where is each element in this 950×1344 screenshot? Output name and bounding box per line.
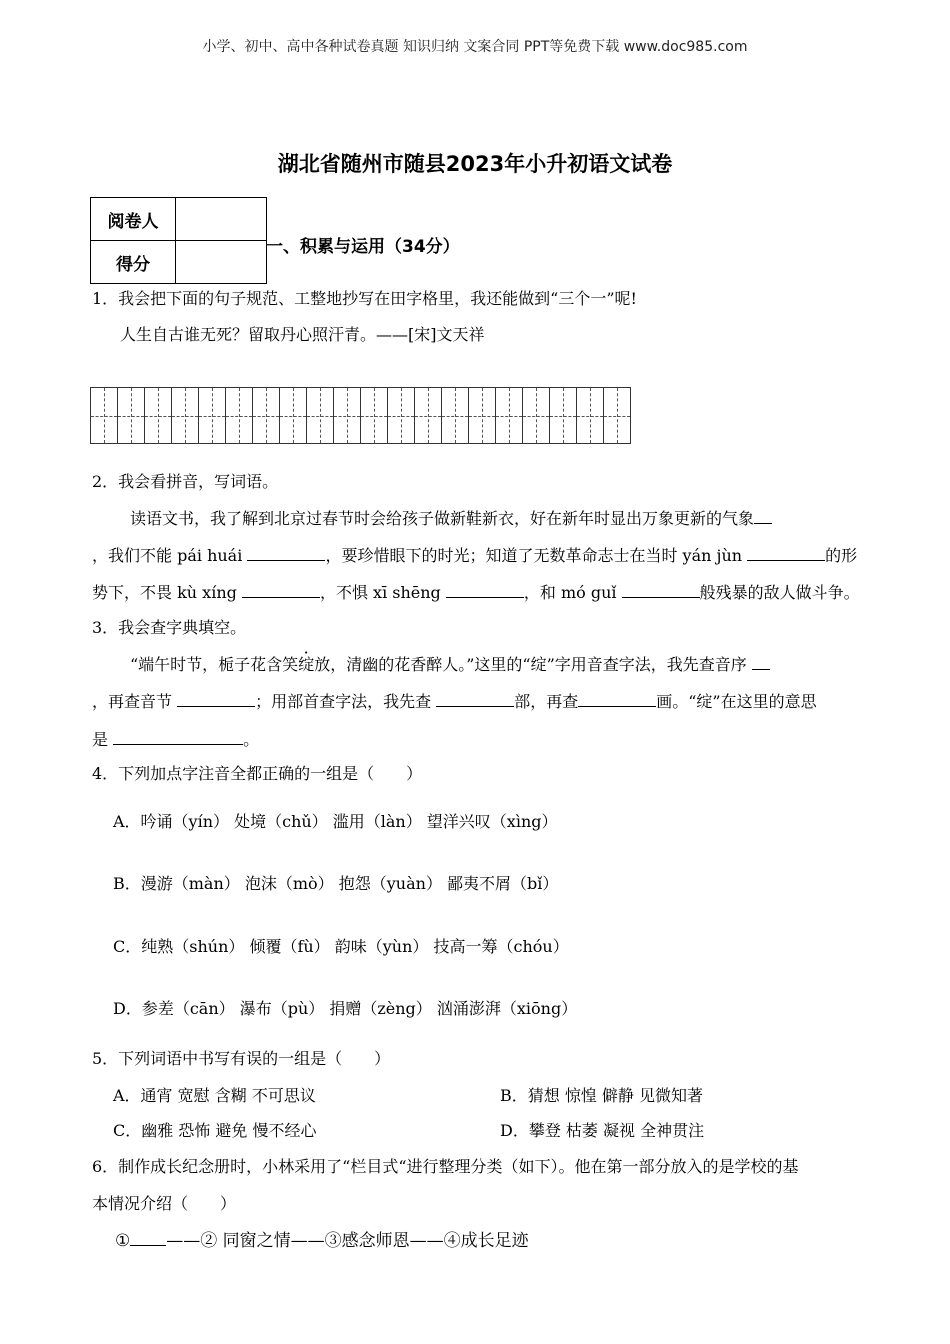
q3-line2d: 画。“绽”在这里的意思 xyxy=(656,692,817,711)
grid-cell xyxy=(279,387,307,444)
grid-cell xyxy=(306,387,334,444)
q2-blank-3[interactable] xyxy=(747,546,825,561)
grid-cell xyxy=(252,387,280,444)
page-title: 湖北省随州市随县2023年小升初语文试卷 xyxy=(277,152,673,176)
q5-option-b[interactable]: B．猜想 惊惶 僻静 见微知著 xyxy=(500,1086,704,1105)
tianzige-grid xyxy=(90,387,631,444)
q2-blank-5[interactable] xyxy=(446,583,524,598)
q2-line1-text: 读语文书，我了解到北京过春节时会给孩子做新鞋新衣，好在新年时显出万象更新的气象 xyxy=(130,509,755,528)
grid-cell xyxy=(468,387,496,444)
grid-cell xyxy=(576,387,604,444)
grid-cell xyxy=(333,387,361,444)
q3-line3: 是 。 xyxy=(92,730,260,749)
q3-blank-2[interactable] xyxy=(177,692,255,707)
q3-blank-3[interactable] xyxy=(436,692,514,707)
q6-line1: 6．制作成长纪念册时，小林采用了“栏目式“进行整理分类（如下）。他在第一部分放入的是学校的基 xyxy=(92,1157,799,1176)
q2-line2 xyxy=(92,543,857,566)
q3-line2b: ；用部首查字法，我先查 xyxy=(255,692,437,711)
grid-cell xyxy=(171,387,199,444)
score-label: 得分 xyxy=(91,241,176,284)
q3-line2 xyxy=(92,689,817,712)
q3-line1 xyxy=(130,652,770,675)
q5-option-a[interactable]: A．通宵 宽慰 含糊 不可思议 xyxy=(113,1086,316,1105)
q3-line3: 是 xyxy=(92,730,114,749)
page-header: 小学、初中、高中各种试卷真题 知识归纳 文案合同 PPT等免费下载 www.doc985.com xyxy=(202,39,748,55)
q1-sentence: 人生自古谁无死？留取丹心照汗青。——[宋]文天祥 xyxy=(120,325,485,344)
q5-option-c[interactable]: C．幽雅 恐怖 避免 慢不经心 xyxy=(113,1121,317,1140)
q3-blank-4[interactable] xyxy=(578,692,656,707)
q2-line3 xyxy=(92,580,860,603)
q2-line2b: ，要珍惜眼下的时光；知道了无数革命志士在当时 yán jùn xyxy=(325,546,748,565)
q2-blank-6[interactable] xyxy=(622,583,700,598)
q1-stem: 1．我会把下面的句子规范、工整地抄写在田字格里，我还能做到“三个一”呢! xyxy=(92,289,637,308)
grid-cell xyxy=(414,387,442,444)
q4-option-d[interactable]: D．参差（cān） 瀑布（pù） 捐赠（zèng） 汹涌澎湃（xiōng） xyxy=(113,999,578,1018)
grid-cell xyxy=(225,387,253,444)
grid-cell xyxy=(198,387,226,444)
grid-cell xyxy=(144,387,172,444)
grid-cell xyxy=(387,387,415,444)
grid-cell xyxy=(441,387,469,444)
q3-blank-5[interactable] xyxy=(113,730,243,745)
q2-line3d: 般残暴的敌人做斗争。 xyxy=(699,583,860,602)
q5-option-d[interactable]: D．攀登 枯萎 凝视 全神贯注 xyxy=(500,1121,705,1140)
q5-stem: 5．下列词语中书写有误的一组是（ ） xyxy=(92,1049,391,1068)
q2-line2c: 的形 xyxy=(825,546,858,565)
q2-blank-1[interactable] xyxy=(754,509,772,524)
q2-line3c: ，和 mó guǐ xyxy=(523,583,622,602)
q2-line1 xyxy=(130,506,772,529)
q2-stem: 2．我会看拼音，写词语。 xyxy=(92,472,279,491)
q2-line3b: ，不惧 xī shēng xyxy=(319,583,446,602)
q4-option-b[interactable]: B．漫游（màn） 泡沫（mò） 抱怨（yuàn） 鄙夷不屑（bǐ） xyxy=(113,874,559,893)
grid-cell xyxy=(117,387,145,444)
grid-cell xyxy=(360,387,388,444)
q4-option-c[interactable]: C．纯熟（shún） 倾覆（fù） 韵味（yùn） 技高一筹（chóu） xyxy=(113,937,569,956)
q3-line2c: 部，再查 xyxy=(514,692,579,711)
score-table xyxy=(90,197,267,284)
q3-line2a: ，再查音节 xyxy=(92,692,178,711)
dotted-char: 绽 xyxy=(298,655,315,674)
grid-cell xyxy=(495,387,523,444)
q4-stem: 4．下列加点字注音全都正确的一组是（ ） xyxy=(92,764,423,783)
q4-option-a[interactable]: A．吟诵（yín） 处境（chǔ） 滥用（làn） 望洋兴叹（xìng） xyxy=(113,812,558,831)
score-cell xyxy=(176,241,267,284)
q3-blank-1[interactable] xyxy=(752,655,770,670)
q6-line3b: ——② 同窗之情——③感念师恩——④成长足迹 xyxy=(166,1231,529,1251)
q3-line1a: “端午时节，栀子花含笑 xyxy=(130,655,299,674)
grid-cell xyxy=(90,387,118,444)
q2-line3a: 势下，不畏 kù xíng xyxy=(92,583,242,602)
grid-cell xyxy=(603,387,631,444)
q2-blank-4[interactable] xyxy=(242,583,320,598)
q2-line2a: ，我们不能 pái huái xyxy=(92,546,248,565)
q6-line3 xyxy=(115,1226,529,1251)
grid-cell xyxy=(522,387,550,444)
section-heading: 一、积累与运用（34分） xyxy=(266,237,460,257)
q6-blank-1[interactable] xyxy=(130,1231,166,1246)
q6-circle-1: ① xyxy=(115,1231,131,1251)
q3-line1b: 放，清幽的花香醉人。”这里的“绽”字用音查字法，我先查音序 xyxy=(314,655,752,674)
q3-stem: 3．我会查字典填空。 xyxy=(92,618,247,637)
reviewer-cell xyxy=(176,198,267,241)
q2-blank-2[interactable] xyxy=(247,546,325,561)
q6-line2: 本情况介绍（ ） xyxy=(92,1194,237,1213)
reviewer-label: 阅卷人 xyxy=(91,198,176,241)
grid-cell xyxy=(549,387,577,444)
